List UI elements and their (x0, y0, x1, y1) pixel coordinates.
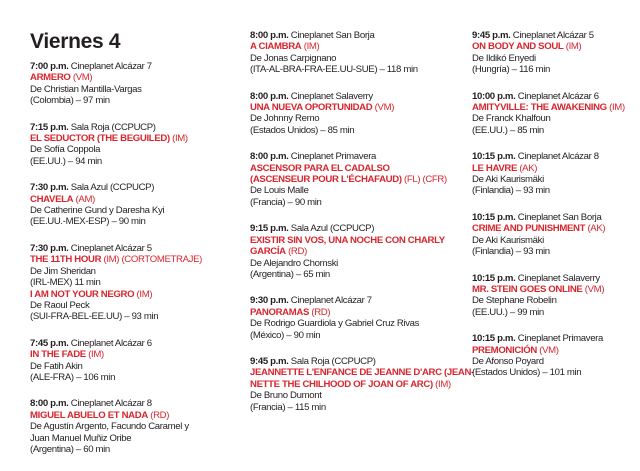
film-title-line (472, 163, 640, 174)
screening-header (30, 243, 226, 254)
credit-line: De Jonas Carpignano (250, 52, 337, 64)
credit-line: (EE.UU.) – 94 min (30, 155, 102, 167)
credit-line: (Hungría) – 116 min (472, 64, 550, 76)
credit-line: De Stephane Robelin (472, 295, 557, 307)
screening-venue: Cineplanet Alcázar 6 (517, 90, 599, 102)
screening-time: 10:00 p.m. (472, 90, 516, 102)
screening-entry (250, 295, 446, 341)
screening-venue: Cineplanet Primavera (290, 151, 377, 163)
film-title-line (250, 163, 446, 174)
section-tag: (IM) (CORTOMETRAJE) (103, 254, 203, 266)
screening-entry (250, 355, 474, 413)
screening-venue: Cineplanet Primavera (517, 333, 604, 345)
credit-line: (Francia) – 115 min (250, 401, 326, 413)
film-title: THE 11TH HOUR (30, 254, 102, 266)
section-tag: (AM) (75, 193, 95, 205)
film-title-line (472, 41, 640, 52)
screening-entry (250, 223, 446, 280)
screening-header (250, 30, 446, 41)
film-title: ON BODY AND SOUL (472, 41, 564, 53)
screening-venue: Cineplanet Alcázar 8 (517, 151, 599, 163)
credit-line: De Fatih Akin (30, 360, 83, 372)
credit-line: De Bruno Dumont (250, 390, 322, 402)
screening-venue: Cineplanet Alcázar 5 (70, 242, 152, 254)
film-title-line (30, 72, 226, 83)
film-title-line (250, 174, 446, 185)
screening-entry (472, 91, 640, 137)
screening-header (30, 61, 226, 72)
section-tag: (RD) (311, 306, 331, 318)
film-title: MIGUEL ABUELO ET NADA (30, 409, 148, 421)
screening-time: 9:45 p.m. (250, 355, 289, 367)
credit-line: De Johnny Remo (250, 113, 320, 125)
screening-venue: Sala Roja (CCPUCP) (290, 355, 376, 367)
section-tag: (VM) (539, 344, 559, 356)
credit-line: De Catherine Gund y Daresha Kyi (30, 205, 165, 217)
screening-header (250, 91, 446, 102)
credit-line: De Jim Sheridan (30, 265, 96, 277)
screening-time: 7:15 p.m. (30, 121, 69, 133)
film-title: (ASCENSEUR POUR L'ÉCHAFAUD) (250, 174, 402, 186)
section-tag: (IM) (88, 349, 104, 361)
screening-entry (250, 91, 446, 137)
credit-line: (SUI-FRA-BEL-EE.UU) – 93 min (30, 311, 159, 323)
screening-entry (30, 338, 226, 384)
film-title: GARCÍA (250, 246, 286, 258)
section-tag: (IM) (435, 378, 451, 390)
screening-time: 8:00 p.m. (30, 398, 69, 410)
screening-time: 10:15 p.m. (472, 272, 516, 284)
screening-venue: Cineplanet Alcázar 5 (512, 30, 594, 41)
schedule-column-2 (250, 30, 474, 428)
screening-header (472, 91, 640, 102)
section-tag: (VM) (72, 72, 93, 84)
screening-entry (472, 30, 640, 76)
screening-venue: Cineplanet Alcázar 7 (290, 295, 372, 307)
screening-entry (472, 151, 640, 197)
credit-line: De Afonso Poyard (472, 355, 544, 367)
section-tag: (IM) (172, 133, 188, 145)
screening-time: 8:00 p.m. (250, 30, 289, 41)
film-title: LE HAVRE (472, 162, 517, 174)
screening-time: 10:15 p.m. (472, 211, 516, 223)
screening-time: 7:00 p.m. (30, 61, 69, 72)
screening-venue: Cineplanet Alcázar 6 (70, 337, 152, 349)
screening-header (30, 182, 226, 193)
screening-entry (472, 333, 640, 379)
film-title: PANORAMAS (250, 306, 310, 318)
film-title-line (30, 349, 226, 360)
credit-line: De Sofía Coppola (30, 144, 101, 156)
credit-line: (Finlandia) – 93 min (472, 185, 550, 197)
screening-header (30, 338, 226, 349)
film-title-line (30, 254, 226, 265)
film-title-line (30, 194, 226, 205)
credit-line: De Louis Malle (250, 185, 309, 197)
film-title-line (30, 289, 226, 300)
film-title: AMITYVILLE: THE AWAKENING (472, 102, 607, 114)
schedule-column-3 (472, 30, 640, 394)
screening-time: 7:30 p.m. (30, 242, 69, 254)
screening-venue: Cineplanet Alcázar 8 (70, 398, 152, 410)
credit-line: De Raoul Peck (30, 299, 90, 311)
credit-line: (Estados Unidos) – 85 min (250, 124, 355, 136)
section-tag: (VM) (374, 102, 395, 114)
section-tag: (VM) (584, 283, 605, 295)
screening-time: 7:30 p.m. (30, 182, 69, 194)
screening-header (472, 212, 640, 223)
credit-line: (ALE-FRA) – 106 min (30, 371, 116, 383)
screening-entry (30, 243, 226, 323)
film-title: UNA NUEVA OPORTUNIDAD (250, 102, 373, 114)
credit-line: De Franck Khalfoun (472, 113, 551, 125)
screening-venue: Sala Azul (CCPUCP) (70, 182, 155, 194)
screening-venue: Cineplanet San Borja (290, 30, 375, 41)
film-title: I AM NOT YOUR NEGRO (30, 288, 135, 300)
screening-time: 9:15 p.m. (250, 223, 289, 235)
film-title-line (250, 41, 446, 52)
section-tag: (AK) (519, 162, 538, 174)
screening-venue: Cineplanet San Borja (517, 211, 602, 223)
credit-line: De Rodrigo Guardiola y Gabriel Cruz Rivas (250, 318, 420, 330)
credit-line: (IRL-MEX) 11 min (30, 277, 101, 289)
screening-time: 9:30 p.m. (250, 295, 289, 307)
film-title: CHAVELA (30, 193, 74, 205)
film-title: NETTE THE CHILHOOD OF JOAN OF ARC) (250, 378, 433, 390)
screening-entry (30, 182, 226, 228)
section-tag: (IM) (136, 288, 153, 300)
film-title-line (472, 284, 640, 295)
film-title-line (30, 133, 226, 144)
credit-line: (Argentina) – 65 min (250, 268, 330, 280)
film-title: MR. STEIN GOES ONLINE (472, 283, 583, 295)
screening-header (250, 223, 446, 234)
screening-header (472, 30, 640, 41)
film-title-line (250, 378, 451, 390)
credit-line: (EE.UU.) – 85 min (472, 124, 544, 136)
section-tag: (IM) (609, 102, 625, 114)
screening-header (472, 273, 640, 284)
credit-line: Juan Manuel Muñiz Oribe (30, 432, 132, 444)
credit-line: De Alejandro Chomski (250, 257, 338, 269)
section-tag: (FL) (CFR) (404, 174, 447, 186)
film-title-line (472, 102, 640, 113)
section-tag: (RD) (150, 409, 170, 421)
screening-time: 9:45 p.m. (472, 30, 511, 41)
credit-line: De Agustín Argento, Facundo Caramel y (30, 421, 189, 433)
section-tag: (RD) (288, 246, 307, 258)
screening-header (30, 122, 226, 133)
screening-venue: Sala Roja (CCPUCP) (70, 121, 156, 133)
credit-line: (Finlandia) – 93 min (472, 246, 550, 258)
screening-entry (30, 398, 226, 455)
screening-entry (250, 30, 446, 76)
screening-venue: Cineplanet Alcázar 7 (70, 61, 152, 72)
section-tag: (IM) (565, 41, 582, 53)
credit-line: (EE.UU.-MEX-ESP) – 90 min (30, 216, 146, 228)
screening-entry (472, 273, 640, 319)
screening-header (250, 356, 446, 367)
screening-entry (250, 151, 446, 208)
screening-header (472, 333, 640, 344)
screening-time: 10:15 p.m. (472, 333, 516, 345)
credit-line: (Francia) – 90 min (250, 196, 322, 208)
schedule-column-1 (30, 61, 226, 470)
film-title-line (30, 410, 226, 421)
film-title: CRIME AND PUNISHMENT (472, 223, 586, 235)
film-title-line (250, 367, 474, 379)
screening-time: 8:00 p.m. (250, 90, 289, 102)
section-tag: (AK) (587, 223, 606, 235)
screening-time: 10:15 p.m. (472, 151, 516, 163)
credit-line: (Colombia) – 97 min (30, 95, 110, 107)
credit-line: De Christian Mantilla-Vargas (30, 83, 142, 95)
film-title: PREMONICIÓN (472, 344, 537, 356)
section-tag: (IM) (303, 41, 320, 53)
credit-line: De Aki Kaurismäki (472, 174, 544, 186)
credit-line: (Argentina) – 60 min (30, 443, 110, 455)
page-title: Viernes 4 (30, 30, 121, 53)
screening-header (30, 398, 226, 409)
screening-time: 7:45 p.m. (30, 337, 69, 349)
screening-venue: Sala Azul (CCPUCP) (290, 223, 375, 235)
credit-line: De Ildikó Enyedi (472, 52, 536, 64)
screening-entry (30, 61, 226, 107)
film-title: IN THE FADE (30, 349, 86, 361)
screening-header (472, 151, 640, 162)
screening-entry (30, 122, 226, 168)
credit-line: De Aki Kaurismäki (472, 234, 544, 246)
credit-line: (México) – 90 min (250, 329, 321, 341)
screening-time: 8:00 p.m. (250, 151, 289, 163)
screening-venue: Cineplanet Salaverry (290, 90, 373, 102)
film-title-line (250, 246, 446, 257)
screening-header (250, 295, 446, 306)
film-title: JEANNETTE L'ENFANCE DE JEANNE D'ARC (JEAN- (250, 367, 474, 379)
film-title: A CIAMBRA (250, 41, 302, 53)
film-title: ARMERO (30, 72, 71, 84)
screening-venue: Cineplanet Salaverry (517, 272, 600, 284)
credit-line: (EE.UU.) – 99 min (472, 306, 544, 318)
credit-line: (Estados Unidos) – 101 min (472, 367, 582, 379)
film-title: EL SEDUCTOR (THE BEGUILED) (30, 133, 170, 145)
film-title-line (250, 235, 446, 246)
screening-header (250, 151, 446, 162)
film-title-line (250, 102, 446, 113)
film-title-line (250, 307, 446, 318)
credit-line: (ITA-AL-BRA-FRA-EE.UU-SUE) – 118 min (250, 64, 418, 76)
film-title: ASCENSOR PARA EL CADALSO (250, 162, 390, 174)
film-title-line (472, 223, 640, 234)
film-title-line (472, 345, 640, 356)
film-title: EXISTIR SIN VOS, UNA NOCHE CON CHARLY (250, 234, 445, 246)
screening-entry (472, 212, 640, 258)
